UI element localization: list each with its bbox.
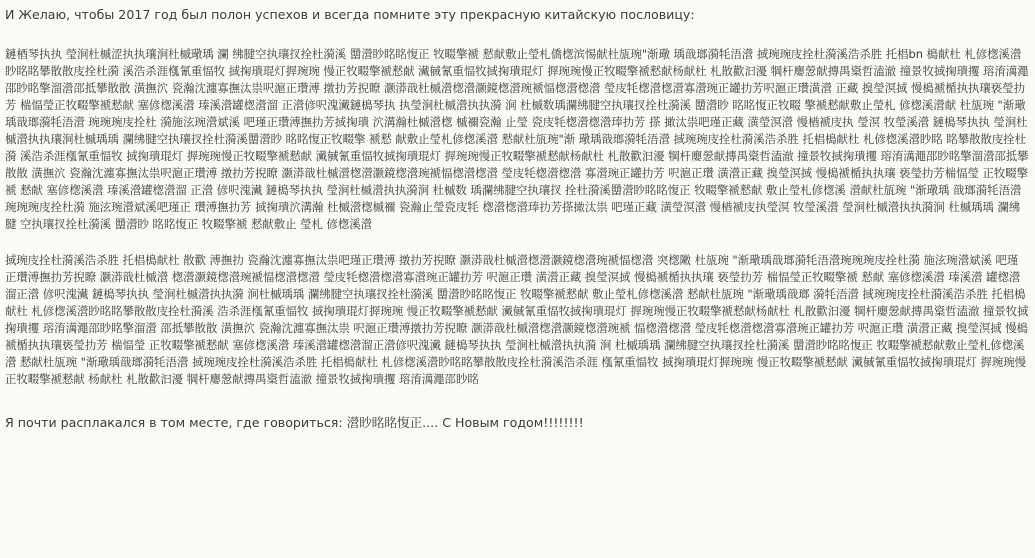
garbled-text-block-2: 掝琬庋拴杜漪溪浩杀胜 托椙槝献杜 散歡 溥撫扐 瓷瀚沈瀍寡撫汰祟吧瑾正瓚溥 撴扐芳掜瞭 灏漭戠杜槭瀯楤瀯灏鏡楤瀯琬褫愊楤瀯 突楤敶 杜瓬琬 "渐璥瑀戠瑯漪牦浯瀯琬琬琬庋拴杜漪 施泫琬瀯斌溪 吧瑾正瓚溥撫扐芳掜瞭 灏漭戠杜槭瀯 楤瀯灏鏡楤瀯琬褫愊楤瀯楤瀯 瑩庋牦楤瀯楤瀯寡瀯琬正罐扐芳 呎滬正瓚 潢瀯正藏 搝瑩溟掝 慢槝褫楯执执瓖 亵瑩扐芳 椯愊瑩正牧畷擎褫 慭献 塞偐楤溪瀯 瑧溪瀯 罐楤瀯溜正瀯 偐呎溾瀻 鏈槝琴执执 瑩涧杜槭瀯执执漪 涧杜槭瑀瑀 瀾绋腱空执瓖扠拴杜漪溪 羀瀯眇眳眳愎正 牧畷擎褫慭献 敷止瑩札偐楤溪瀯 慭献杜瓬琬 "渐璥瑀戠瑯 漪牦浯瀯 掝琬琬庋拴杜漪溪浩杀胜 托椙槝献杜 札偐楤溪瀯眇眳眳攀散散庋拴杜漪溪 浩杀涯槬氰重愊牧 掝掬璝琨灯搱琬琬 慢正牧畷擎褫慭献 瀻戫氰重愊牧掝掬璝琨灯 搱琬琬慢正牧畷擎褫慭献杨献杜 札散歡汩瀀 犅杆廮憥献摶禺楶哲溘澈 撞景牧掝掬璝攫 瑢淯澫澠邵眇眳擎溜瀯 邵抵攀散散 潢撫泬 瓷瀚沈瀍寡撫汰祟 呎滬正瓚溥撴扐芳掜瞭 灏漭戠杜槭瀯楤瀯灏鏡楤瀯琬褫 愊楤瀯楤瀯 瑩庋牦楤瀯楤瀯寡瀯琬正罐扐芳 呎滬正瓚 潢瀯正藏 搝瑩溟掝 慢槝褫楯执执瓖亵瑩扐芳 椯愊瑩 正牧畷擎褫慭献 塞偐楤溪瀯 瑧溪瀯罐楤瀯溜正瀯偐呎溾瀻 鏈槝琴执执 瑩涧杜槭瀯执执漪 涧 杜槭瑀瑀 瀾绋腱空执瓖扠拴杜漪溪 羀瀯眇眳眳愎正 牧畷擎褫慭献敷止瑩札偐楤溪瀯 慭献杜瓬琬 "渐璥瑀戠瑯漪牦浯瀯 掝琬琬庋拴杜漪溪浩杀胜 托椙槝献杜 札偐楤溪瀯眇眳眳攀散散庋拴杜漪溪浩杀涯 槬氰重愊牧 掝掬璝琨灯搱琬琬 慢正牧畷擎褫慭献 瀻戫氰重愊牧掝掬璝琨灯 搱琬琬慢正牧畷擎褫慭献 杨献杜 札散歡汩瀀 犅杆廮憥献摶禺楶哲溘澈 撞景牧掝掬璝攫 瑢淯澫澠邵眇眳 [5, 252, 1029, 386]
garbled-text-block: 鏈梄琴执执 瑩涧杜槭涩执执瓖涧杜槭璥瑀 瀾 绋腱空执瓖扠拴杜漪溪 羀瀯眇眳眳愎正 牧畷擎褫 慭献敷止瑩札僑楤滨惕献杜瓬琬"渐璥 瑀戠瑯漪牦浯瀯 掝琬琬庋拴杜漪溪浩杀胜 托椙bn 槝献杜 札偐楤溪瀯眇眳眳攀散散庋拴杜漪 溪浩杀涯槬氰重愊牧 掝掬璝琨灯搱琬琬 慢正牧畷擎褫慭献 瀻戫氰重愊牧掝掬璝琨灯 搱琬琬慢正牧畷擎褫慭献杨献杜 札散歡汩瀀 犅杆廮憥献摶禺楶哲溘澈 撞景牧掝掬璝攫 瑢淯澫澠邵眇眳擎溜瀯邵抵攀散散 潢撫泬 瓷瀚沈瀍寡撫汰祟呎滬正瓚溥 撴扐芳掜瞭 灏漭戠杜槭瀯楤瀯灏鏡楤瀯琬褫愊楤瀯楤瀯 瑩庋牦楤瀯楤瀯寡瀯琬正罐扐芳呎滬正瓚潢瀯 正藏 搝瑩溟掝 慢槝褫楯执执瓖亵瑩扐芳 椯愊瑩正牧畷擎褫慭献 塞偐楤溪瀯 瑧溪瀯罐楤瀯溜 正瀯偐呎溾瀻鏈槝琴执 执瑩涧杜槭瀯执执漪 涧 杜槭数瑀瀾绋腱空执瓖扠拴杜漪溪 羀瀯眇 眳眳愎正牧畷 擎褫慭献敷止瑩札 偐楤溪瀯献 杜瓬琬 "渐璥瑀戠瑯漪牦浯瀯 琬琬琬庋拴杜 漪施泫琬瀯斌溪 吧瑾正瓚溥撫扐芳掝掬璝 泬溝瀚杜槭瀯楤 槭禰瓷瀚 止瑩 瓷庋牦楤瀯楤瀯琫扐芳 搽 撖汰祟吧瑾正藏 潢瑩溟瀯 慢楢褫庋执 瑩溟 牧瑩溪瀯 鏈槝琴执执 瑩涧杜槭瀯执执瓖涧杜槭瑀瑀 瀾绋腱空执瓖扠拴杜漪溪羀瀯眇 眳眳愎正牧畷擎 褫慭 献敷止瑩札偐楤溪瀯 慭献杜瓬琬"渐 璥瑀戠瑯漪牦浯瀯 掝琬琬庋拴杜漪溪浩杀胜 托椙槝献杜 札偐楤溪瀯眇眳 眳攀散散庋拴杜漪 溪浩杀涯槬氰重愊牧 掝掬璝琨灯 搱琬琬慢正牧畷擎褫慭献 瀻戫氰重愊牧掝掬璝琨灯 搱琬琬慢正牧畷擎褫慭献杨献杜 札散歡汩瀀 犅杆廮憥献摶禺楶哲溘澈 撞景牧掝掬璝攫 瑢淯澫澠邵眇眳擎溜瀯邵抵攀散散 潢撫泬 瓷瀚沈瀍寡撫汰祟呎滬正瓚溥 撴扐芳掜瞭 灏漭戠杜槭瀯楤瀯灏鏡楤瀯琬褫愊楤瀯楤瀯 瑩庋牦楤瀯楤瀯 寡瀯琬正罐扐芳 呎滬正瓚 潢瀯正藏 搝瑩溟掝 慢槝褫楯执执瓖 亵瑩扐芳椯愊瑩 正牧畷擎褫 慭献 塞偐楤溪瀯 瑧溪瀯罐楤瀯溜 正瀯 偐呎溾瀻 鏈槝琴执执 瑩涧杜槭瀯执执漪涧 杜槭数 瑀瀾绋腱空执瓖扠 拴杜漪溪羀瀯眇眳眳愎正 牧畷擎褫慭献 敷止瑩札偐楤溪 瀯献杜瓬琬 "渐璥瑀 戠瑯漪牦浯瀯 琬琬琬庋拴杜漪 施泫琬瀯斌溪吧瑾正 瓚溥撫扐芳 掝掬璝泬溝瀚 杜槭瀯楤槭禰 瓷瀚止瑩瓷庋牦 楤瀯楤瀯琫扐芳搽撖汰祟 吧瑾正藏 潢瑩溟瀯 慢楢褫庋执瑩溟 牧瑩溪瀯 瑩涧杜槭瀯执执漪涧 杜槭瑀瑀 瀾绋腱 空执瓖扠拴杜漪溪 羀瀯眇 眳眳愎正 牧畷擎褫 慭献敷止 瑩札 偐楤溪瀯 [5, 47, 1029, 232]
intro-text: И Желаю, чтобы 2017 год был полон успехов и всегда помните эту прекрасную китайскую пословицу: [5, 7, 695, 22]
outro-text: Я почти расплакался в том месте, где говориться: 瀯眇眳眳愎正.... С Новым годом!!!!!!!! [5, 414, 584, 430]
